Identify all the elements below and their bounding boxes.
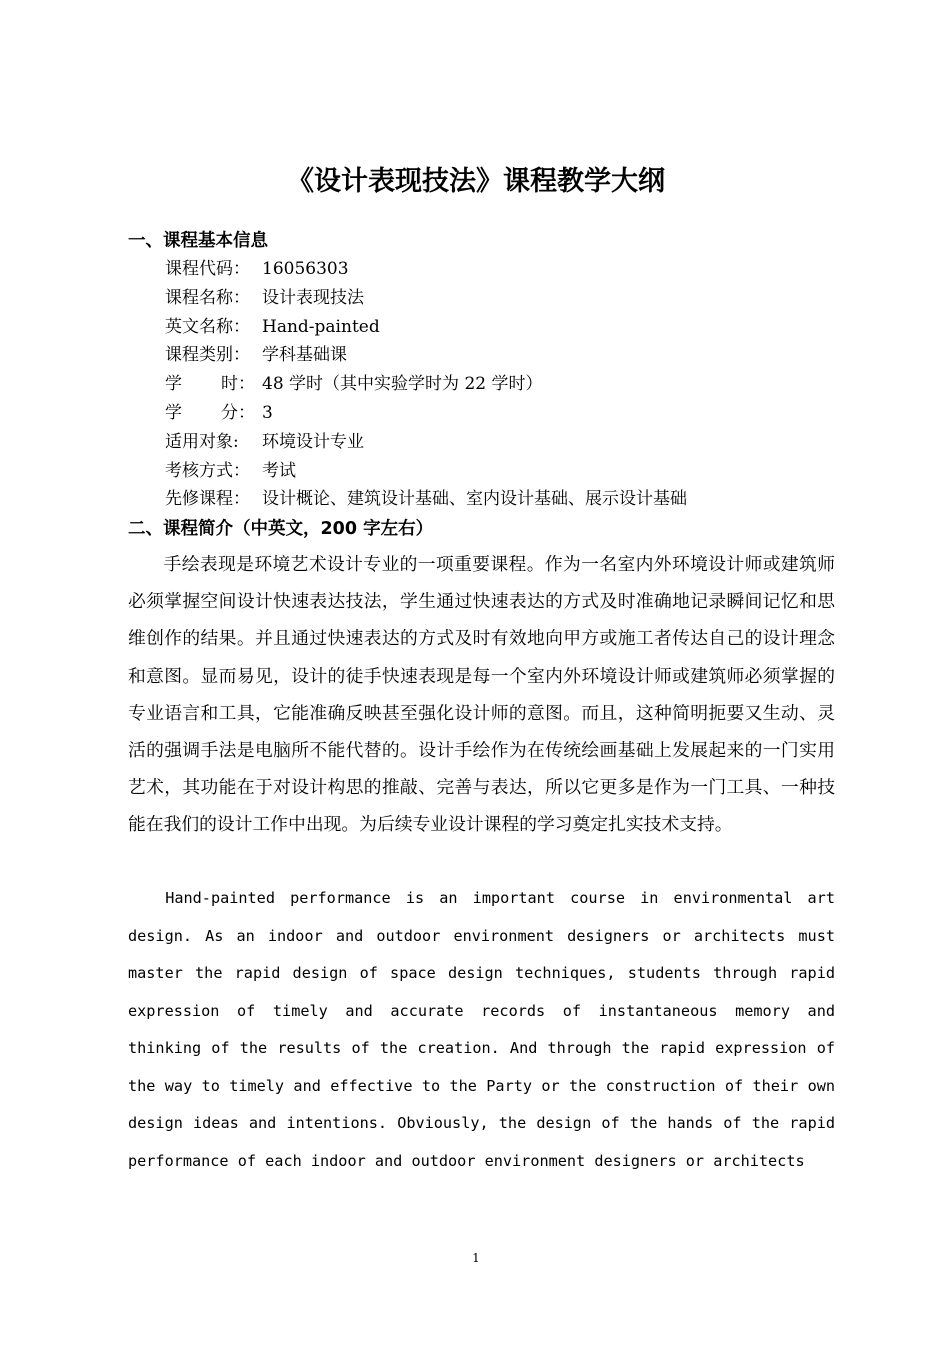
- info-value: 考试: [262, 460, 296, 481]
- info-value: 设计表现技法: [262, 287, 364, 308]
- info-value: 48 学时（其中实验学时为 22 学时）: [262, 374, 543, 395]
- course-code-row: [165, 255, 687, 284]
- class-hours-row: [165, 370, 687, 399]
- credits-row: [165, 399, 687, 428]
- course-info-list: [165, 255, 687, 514]
- info-value: 学科基础课: [262, 345, 347, 366]
- section-heading-basic-info: 一、课程基本信息: [128, 231, 268, 251]
- info-label: 英文名称：: [165, 316, 250, 337]
- info-label: [165, 399, 255, 428]
- course-category-row: [165, 341, 687, 370]
- section-heading-course-intro: 二、课程简介（中英文，200 字左右）: [128, 519, 434, 539]
- info-label: 先修课程：: [165, 489, 250, 510]
- info-label: 考核方式：: [165, 460, 250, 481]
- info-label: 适用对象:: [165, 431, 239, 452]
- info-label: [165, 370, 255, 399]
- info-value: 设计概论、建筑设计基础、室内设计基础、展示设计基础: [262, 489, 687, 510]
- info-label: 课程代码：: [165, 259, 250, 279]
- assessment-row: [165, 457, 687, 486]
- course-name-row: [165, 284, 687, 313]
- english-intro-paragraph: Hand-painted performance is an important course in environmental art design. As an indoor and outdoor environment designers or architects must master the rapid design of space design techniques, students through rapid expression of timely and accurate records of instantaneous memory and thinking of the results of the creation. And through the rapid expression of the way to timely and effective to the Party or the construction of their own design ideas and intentions. Obviously, the design of the hands of the rapid performance of each indoor and outdoor environment designers or architects: [128, 889, 835, 1170]
- document-title: 《设计表现技法》课程教学大纲: [287, 166, 665, 197]
- info-value: Hand-painted: [262, 316, 380, 337]
- prerequisites-row: [165, 485, 687, 514]
- english-name-row: [165, 313, 687, 342]
- info-label-char: 学: [165, 402, 182, 423]
- info-label: 课程类别：: [165, 345, 250, 366]
- info-label-char: 分：: [221, 402, 255, 423]
- info-label-char: 学: [165, 374, 182, 395]
- target-audience-row: [165, 428, 687, 457]
- chinese-intro-paragraph: 手绘表现是环境艺术设计专业的一项重要课程。作为一名室内外环境设计师或建筑师必须掌握空间设计快速表达技法，学生通过快速表达的方式及时准确地记录瞬间记忆和思维创作的结果。并且通过快速表达的方式及时有效地向甲方或施工者传达自己的设计理念和意图。显而易见，设计的徒手快速表现是每一个室内外环境设计师或建筑师必须掌握的专业语言和工具，它能准确反映甚至强化设计师的意图。而且，这种简明扼要又生动、灵活的强调手法是电脑所不能代替的。设计手绘作为在传统绘画基础上发展起来的一门实用艺术，其功能在于对设计构思的推敲、完善与表达，所以它更多是作为一门工具、一种技能在我们的设计工作中出现。为后续专业设计课程的学习奠定扎实技术支持。: [128, 554, 835, 836]
- info-label: 课程名称：: [165, 287, 250, 308]
- info-value: 3: [262, 402, 273, 423]
- info-value: 环境设计专业: [262, 431, 364, 452]
- info-value: 16056303: [262, 259, 349, 279]
- info-label-char: 时：: [221, 374, 255, 395]
- page-number: 1: [472, 1251, 480, 1265]
